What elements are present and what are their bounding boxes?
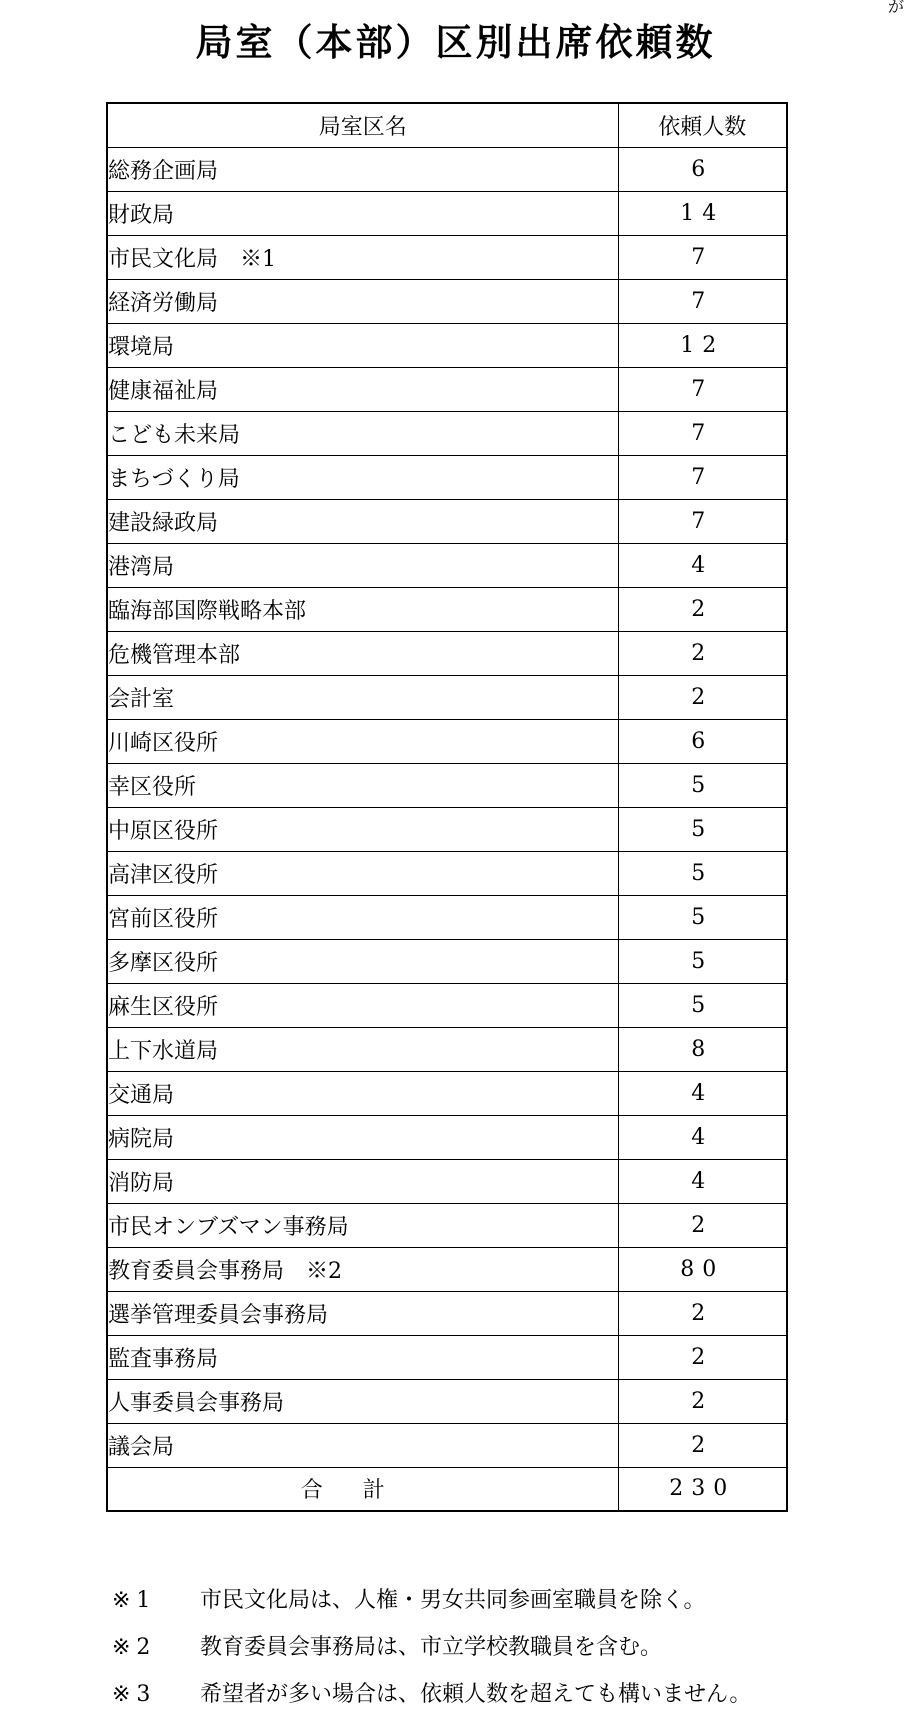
request-count: 5 xyxy=(618,851,787,895)
table-header-row xyxy=(107,103,787,147)
department-name: 幸区役所 xyxy=(107,763,618,807)
table-row xyxy=(107,1291,787,1335)
request-count: 2 xyxy=(618,1291,787,1335)
request-count: 6 xyxy=(618,147,787,191)
department-name: 健康福祉局 xyxy=(107,367,618,411)
table-row xyxy=(107,763,787,807)
request-count: 2 xyxy=(618,1335,787,1379)
department-name: 経済労働局 xyxy=(107,279,618,323)
department-name: 病院局 xyxy=(107,1115,618,1159)
notes xyxy=(112,1577,902,1718)
total-row xyxy=(107,1467,787,1511)
table-row xyxy=(107,1335,787,1379)
request-count: 6 xyxy=(618,719,787,763)
table-row xyxy=(107,147,787,191)
table-row xyxy=(107,543,787,587)
request-count: 4 xyxy=(618,1159,787,1203)
table-row xyxy=(107,851,787,895)
department-name: 監査事務局 xyxy=(107,1335,618,1379)
note-mark: ※2 xyxy=(112,1635,157,1660)
department-name: 総務企画局 xyxy=(107,147,618,191)
page-title: 局室（本部）区別出席依頼数 xyxy=(195,21,716,64)
table-row xyxy=(107,895,787,939)
table-row xyxy=(107,191,787,235)
table-row xyxy=(107,1203,787,1247)
request-count: 7 xyxy=(618,367,787,411)
department-name: 中原区役所 xyxy=(107,807,618,851)
department-name: こども未来局 xyxy=(107,411,618,455)
table-row xyxy=(107,1379,787,1423)
request-count: 7 xyxy=(618,279,787,323)
department-name: 環境局 xyxy=(107,323,618,367)
table-row xyxy=(107,279,787,323)
table-row xyxy=(107,1423,787,1467)
request-count: 12 xyxy=(618,323,787,367)
request-count: 80 xyxy=(618,1247,787,1291)
table-row xyxy=(107,455,787,499)
department-name: まちづくり局 xyxy=(107,455,618,499)
table-row xyxy=(107,323,787,367)
department-name: 宮前区役所 xyxy=(107,895,618,939)
table-row xyxy=(107,1115,787,1159)
request-count: 8 xyxy=(618,1027,787,1071)
total-label: 合計 xyxy=(107,1467,618,1511)
department-name: 臨海部国際戦略本部 xyxy=(107,587,618,631)
department-name: 川崎区役所 xyxy=(107,719,618,763)
table-row xyxy=(107,631,787,675)
request-count: 5 xyxy=(618,983,787,1027)
department-name: 高津区役所 xyxy=(107,851,618,895)
request-count: 2 xyxy=(618,587,787,631)
department-name: 麻生区役所 xyxy=(107,983,618,1027)
corner-mark: が xyxy=(888,0,905,16)
department-name: 教育委員会事務局 ※2 xyxy=(107,1247,618,1291)
request-count: 5 xyxy=(618,939,787,983)
department-name: 選挙管理委員会事務局 xyxy=(107,1291,618,1335)
department-name: 消防局 xyxy=(107,1159,618,1203)
header-count: 依頼人数 xyxy=(618,103,787,147)
note-mark: ※3 xyxy=(112,1682,157,1707)
note-2 xyxy=(112,1624,902,1671)
department-name: 議会局 xyxy=(107,1423,618,1467)
table-row xyxy=(107,499,787,543)
request-count: 5 xyxy=(618,895,787,939)
request-count: 14 xyxy=(618,191,787,235)
request-count: 2 xyxy=(618,1379,787,1423)
department-name: 交通局 xyxy=(107,1071,618,1115)
request-count: 2 xyxy=(618,675,787,719)
table-row xyxy=(107,367,787,411)
department-name: 建設緑政局 xyxy=(107,499,618,543)
note-3 xyxy=(112,1671,902,1718)
table-row xyxy=(107,411,787,455)
department-name: 人事委員会事務局 xyxy=(107,1379,618,1423)
department-name: 市民オンブズマン事務局 xyxy=(107,1203,618,1247)
table-row xyxy=(107,807,787,851)
note-text: 希望者が多い場合は、依頼人数を超えても構いません。 xyxy=(200,1682,752,1707)
request-count: 4 xyxy=(618,543,787,587)
table-row xyxy=(107,983,787,1027)
request-count: 5 xyxy=(618,807,787,851)
note-mark: ※1 xyxy=(112,1588,157,1613)
department-name: 多摩区役所 xyxy=(107,939,618,983)
header-department: 局室区名 xyxy=(107,103,618,147)
table-row xyxy=(107,587,787,631)
note-1 xyxy=(112,1577,902,1624)
request-count: 7 xyxy=(618,499,787,543)
table-row xyxy=(107,1247,787,1291)
request-count: 2 xyxy=(618,1203,787,1247)
table-row xyxy=(107,1071,787,1115)
total-count: 230 xyxy=(618,1467,787,1511)
request-count: 2 xyxy=(618,631,787,675)
note-text: 市民文化局は、人権・男女共同参画室職員を除く。 xyxy=(200,1588,706,1613)
department-name: 危機管理本部 xyxy=(107,631,618,675)
department-name: 上下水道局 xyxy=(107,1027,618,1071)
request-count: 5 xyxy=(618,763,787,807)
request-count: 7 xyxy=(618,411,787,455)
note-text: 教育委員会事務局は、市立学校教職員を含む。 xyxy=(200,1635,663,1660)
request-count: 7 xyxy=(618,455,787,499)
table-row xyxy=(107,939,787,983)
table-row xyxy=(107,719,787,763)
table-row xyxy=(107,1159,787,1203)
request-count: 7 xyxy=(618,235,787,279)
table-row xyxy=(107,235,787,279)
department-name: 会計室 xyxy=(107,675,618,719)
department-name: 港湾局 xyxy=(107,543,618,587)
request-count: 2 xyxy=(618,1423,787,1467)
department-name: 市民文化局 ※1 xyxy=(107,235,618,279)
request-count: 4 xyxy=(618,1071,787,1115)
table-row xyxy=(107,1027,787,1071)
request-count: 4 xyxy=(618,1115,787,1159)
department-name: 財政局 xyxy=(107,191,618,235)
table-row xyxy=(107,675,787,719)
attendance-table xyxy=(106,102,788,1512)
